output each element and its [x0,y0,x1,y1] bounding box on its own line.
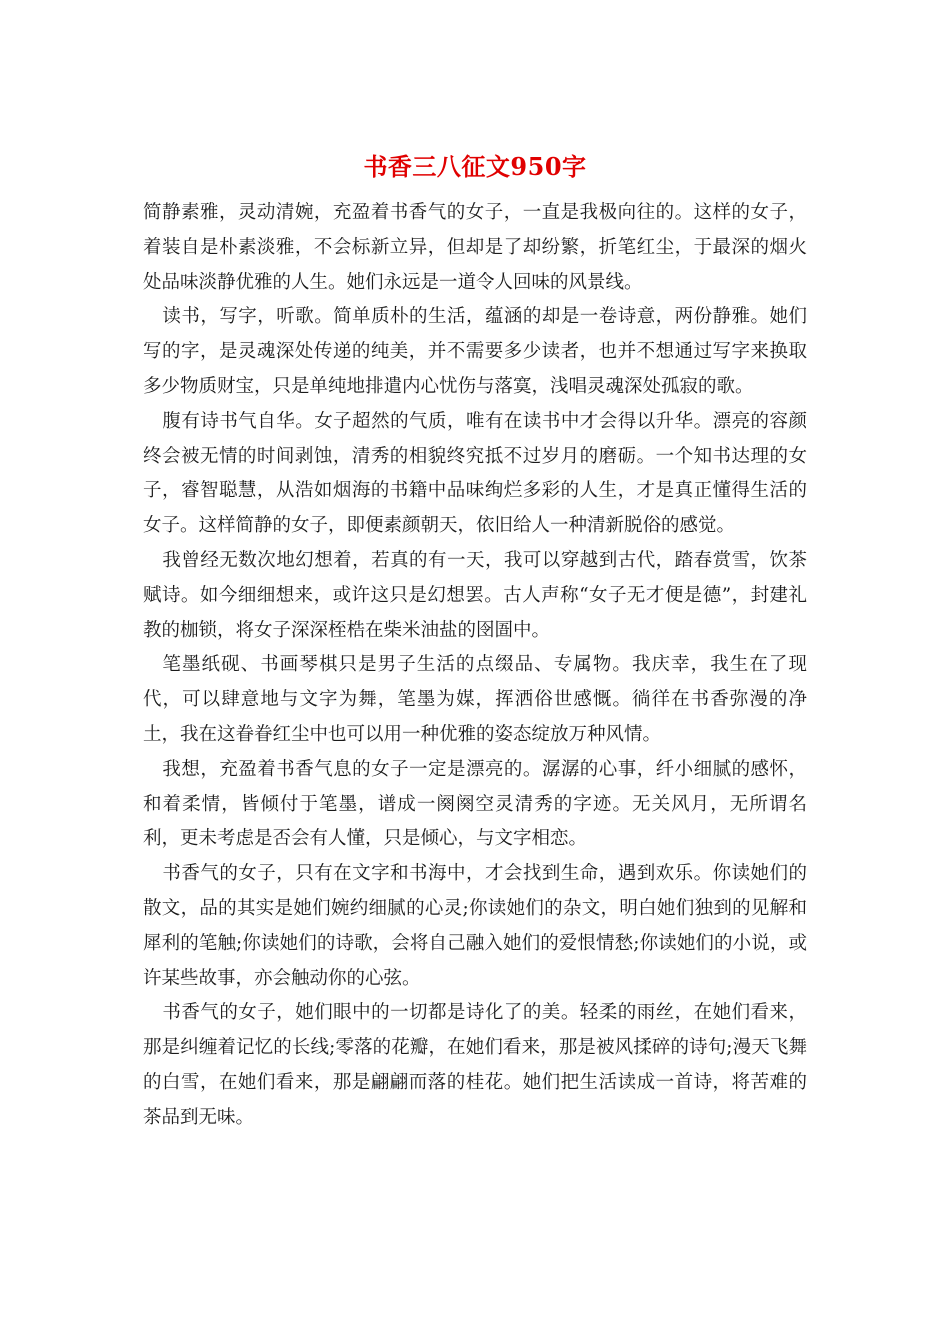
paragraph-8: 书香气的女子，她们眼中的一切都是诗化了的美。轻柔的雨丝，在她们看来，那是纠缠着记忆的长线;零落的花瓣，在她们看来，那是被风揉碎的诗句;漫天飞舞的白雪，在她们看来，那是翩翩而落的桂花。她们把生活读成一首诗，将苦难的茶品到无味。 [143,1002,807,1128]
paragraph-4: 我曾经无数次地幻想着，若真的有一天，我可以穿越到古代，踏春赏雪，饮茶赋诗。如今细细想来，或许这只是幻想罢。古人声称“女子无才便是德”，封建礼教的枷锁，将女子深深桎梏在柴米油盐的囹圄中。 [143,549,807,641]
paragraph-6: 我想，充盈着书香气息的女子一定是漂亮的。潺潺的心事，纤小细腻的感怀，和着柔情，皆倾付于笔墨，谱成一阕阕空灵清秀的字迹。无关风月，无所谓名利，更未考虑是否会有人懂，只是倾心，与文字相恋。 [143,758,807,850]
paragraph-1: 简静素雅，灵动清婉，充盈着书香气的女子，一直是我极向往的。这样的女子，着装自是朴素淡雅，不会标新立异，但却是了却纷繁，折笔红尘，于最深的烟火处品味淡静优雅的人生。她们永远是一道令人回味的风景线。 [143,202,807,293]
paragraph-5: 笔墨纸砚、书画琴棋只是男子生活的点缀品、专属物。我庆幸，我生在了现代，可以肆意地与文字为舞，笔墨为媒，挥洒俗世感慨。徜徉在书香弥漫的净土，我在这眷眷红尘中也可以用一种优雅的姿态绽放万种风情。 [143,654,807,745]
document-title: 书香三八征文950字 [363,152,587,181]
paragraph-7: 书香气的女子，只有在文字和书海中，才会找到生命，遇到欢乐。你读她们的散文，品的其实是她们婉约细腻的心灵;你读她们的杂文，明白她们独到的见解和犀利的笔触;你读她们的诗歌，会将自己融入她们的爱恨情愁;你读她们的小说，或许某些故事，亦会触动你的心弦。 [143,863,807,989]
paragraph-3: 腹有诗书气自华。女子超然的气质，唯有在读书中才会得以升华。漂亮的容颜终会被无情的时间剥蚀，清秀的相貌终究抵不过岁月的磨砺。一个知书达理的女子，睿智聪慧，从浩如烟海的书籍中品味绚烂多彩的人生，才是真正懂得生活的女子。这样简静的女子，即便素颜朝天，依旧给人一种清新脱俗的感觉。 [143,410,807,537]
paragraph-2: 读书，写字，听歌。简单质朴的生活，蕴涵的却是一卷诗意，两份静雅。她们写的字，是灵魂深处传递的纯美，并不需要多少读者，也并不想通过写字来换取多少物质财宝，只是单纯地排遣内心忧伤与落寞，浅唱灵魂深处孤寂的歌。 [143,306,807,397]
document-body [143,196,807,1136]
